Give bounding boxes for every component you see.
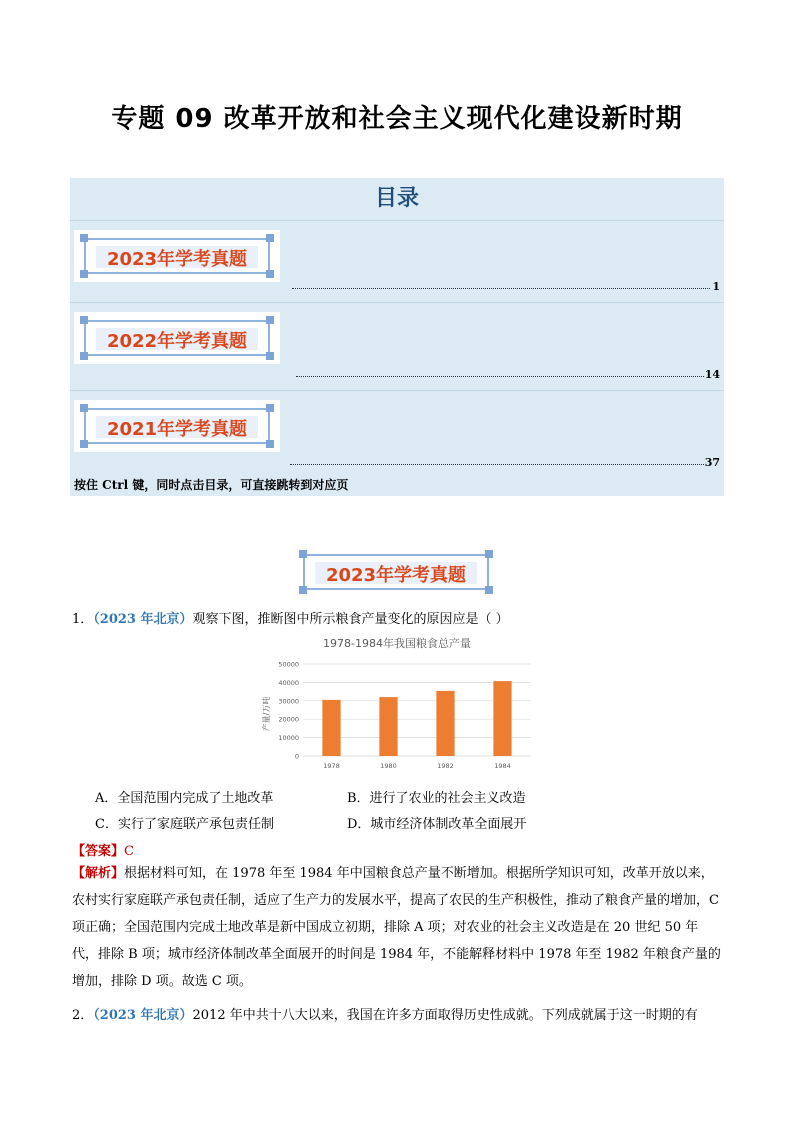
x-tick-label: 1984	[494, 762, 511, 770]
y-tick-label: 0	[294, 752, 299, 761]
page-title: 专题 09 改革开放和社会主义现代化建设新时期	[111, 104, 683, 134]
toc-entry-label: 2023年学考真题	[106, 249, 248, 270]
option-a: A．全国范围内完成了土地改革	[95, 791, 274, 806]
toc-note: 按住 Ctrl 键，同时点击目录，可直接跳转到对应页	[74, 478, 349, 492]
question-text: 2012 年中共十八大以来，我国在许多方面取得历史性成就。下列成就属于这一时期的有	[192, 1008, 698, 1023]
divider	[70, 390, 724, 391]
dot-leader	[290, 464, 704, 465]
y-axis-label: 产量/万吨	[262, 696, 271, 732]
answer-key: 【答案】	[72, 844, 125, 859]
bar-1978	[322, 700, 340, 756]
toc-heading: 目录	[374, 186, 419, 211]
grain-output-chart	[255, 630, 540, 780]
question-text: 观察下图，推断图中所示粮食产量变化的原因应是（ ）	[192, 612, 509, 627]
y-tick-label: 40000	[278, 678, 299, 687]
toc-entry-label: 2021年学考真题	[106, 419, 248, 440]
answer-value: C	[124, 844, 134, 859]
x-tick-label: 1978	[323, 762, 340, 770]
dot-leader	[296, 376, 704, 377]
divider	[70, 220, 724, 221]
question-number: 2．	[72, 1008, 94, 1023]
y-tick-label: 30000	[278, 697, 299, 706]
divider	[70, 302, 724, 303]
question-number: 1．	[72, 612, 94, 627]
toc-entry[interactable]	[70, 306, 724, 386]
option-c: C．实行了家庭联产承包责任制	[95, 817, 274, 832]
chart-title: 1978-1984年我国粮食总产量	[323, 637, 471, 650]
bar-1982	[436, 691, 454, 756]
toc-entry[interactable]	[70, 394, 724, 474]
analysis-paragraph	[72, 860, 724, 995]
analysis-key: 【解析】	[72, 866, 125, 881]
section-badge	[293, 546, 499, 598]
toc-entry[interactable]	[70, 224, 724, 296]
y-tick-label: 20000	[278, 715, 299, 724]
section-label: 2023年学考真题	[325, 565, 467, 586]
page-number: 37	[704, 456, 720, 469]
bar-1984	[493, 681, 511, 756]
chart-bars	[322, 681, 511, 756]
y-tick-label: 10000	[278, 734, 299, 743]
page-number: 1	[712, 280, 720, 293]
bar-1980	[379, 697, 397, 756]
x-tick-label: 1982	[437, 762, 454, 770]
toc-entry-label: 2022年学考真题	[106, 331, 248, 352]
analysis-text: 根据材料可知，在 1978 年至 1984 年中国粮食总产量不断增加。根据所学知识可知，改革开放以来，农村实行家庭联产承包责任制，适应了生产力的发展水平，提高了农民的生产积极性，推动了粮食产量的增加，C 项正确；全国范围内完成土地改革是新中国成立初期，排除 A 项；对农业的社会主义改造是在 20 世纪 50 年代，排除 B 项；城市经济体制改革全面展开的时间是 1984 年，不能解释材料中 1978 年至 1982 年粮食产量的增加，排除 D 项。故选 C 项。	[72, 866, 721, 989]
section-badge	[74, 230, 280, 282]
y-axis-ticks	[278, 661, 299, 761]
x-tick-label: 1980	[380, 762, 397, 770]
x-axis-ticks	[323, 762, 511, 770]
table-of-contents	[70, 178, 724, 496]
y-tick-label: 50000	[278, 660, 299, 669]
question-2-stem	[72, 1004, 698, 1023]
section-badge	[74, 312, 280, 364]
option-b: B．进行了农业的社会主义改造	[347, 791, 526, 806]
page-number: 14	[704, 368, 720, 381]
question-source: （2023 年北京）	[93, 1008, 193, 1023]
question-1-stem	[72, 608, 509, 627]
dot-leader	[292, 288, 710, 289]
answer-line	[72, 840, 134, 859]
question-source: （2023 年北京）	[93, 612, 193, 627]
option-d: D．城市经济体制改革全面展开	[347, 817, 527, 832]
section-badge	[74, 400, 280, 452]
